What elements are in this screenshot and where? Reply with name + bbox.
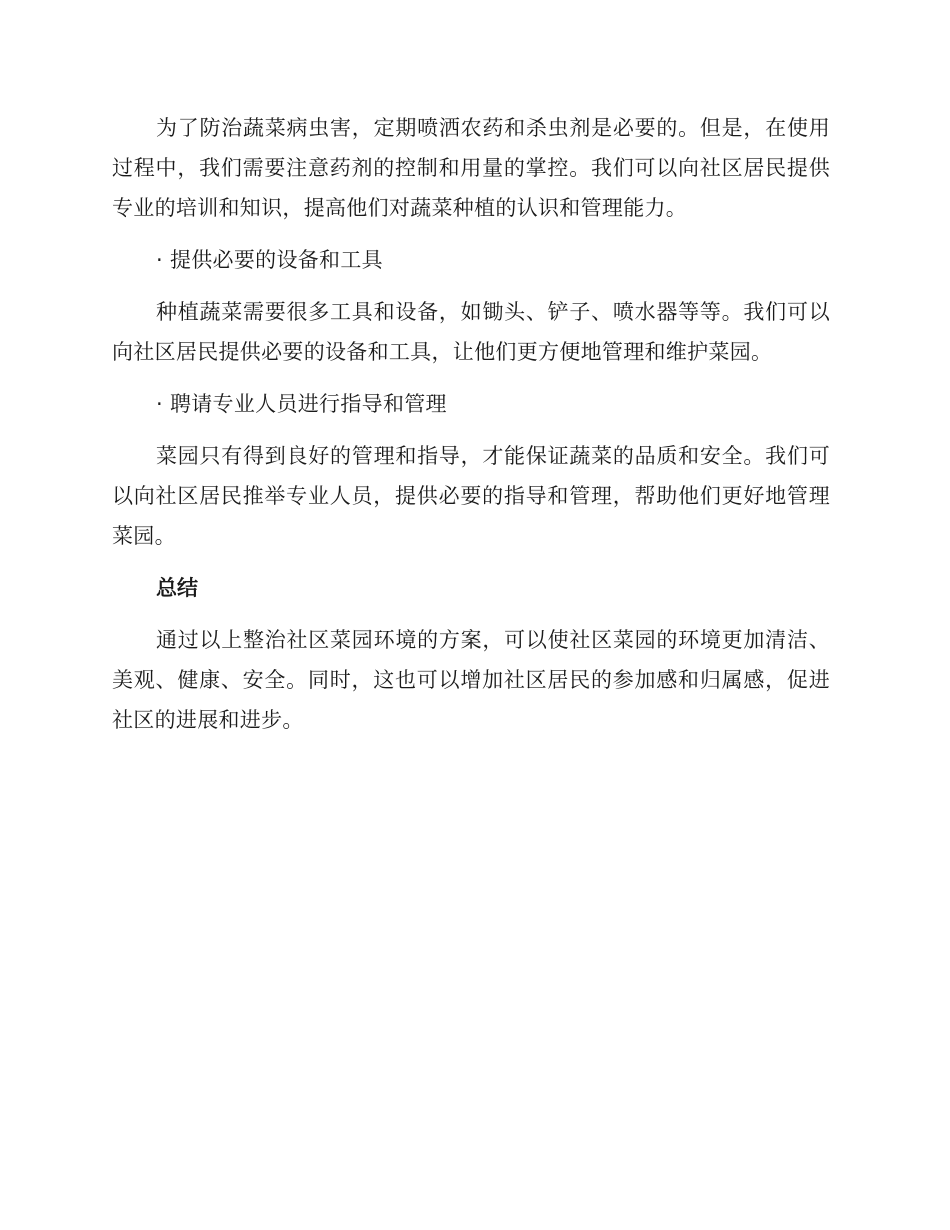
bullet-equipment-tools: · 提供必要的设备和工具 xyxy=(156,248,383,272)
bullet-hire-professionals: · 聘请专业人员进行指导和管理 xyxy=(156,392,447,416)
document-page xyxy=(112,108,830,752)
paragraph-pest-control: 为了防治蔬菜病虫害，定期喷洒农药和杀虫剂是必要的。但是，在使用过程中，我们需要注意药剂的控制和用量的掌控。我们可以向社区居民提供专业的培训和知识，提高他们对蔬菜种植的认识和管理能力。 xyxy=(112,116,830,220)
paragraph-summary: 通过以上整治社区菜园环境的方案，可以使社区菜园的环境更加清洁、美观、健康、安全。同时，这也可以增加社区居民的参加感和归属感，促进社区的进展和进步。 xyxy=(112,628,830,732)
paragraph-management: 菜园只有得到良好的管理和指导，才能保证蔬菜的品质和安全。我们可以向社区居民推举专业人员，提供必要的指导和管理，帮助他们更好地管理菜园。 xyxy=(112,444,830,548)
paragraph-equipment: 种植蔬菜需要很多工具和设备，如锄头、铲子、喷水器等等。我们可以向社区居民提供必要的设备和工具，让他们更方便地管理和维护菜园。 xyxy=(112,300,830,364)
section-heading-summary: 总结 xyxy=(156,576,198,600)
